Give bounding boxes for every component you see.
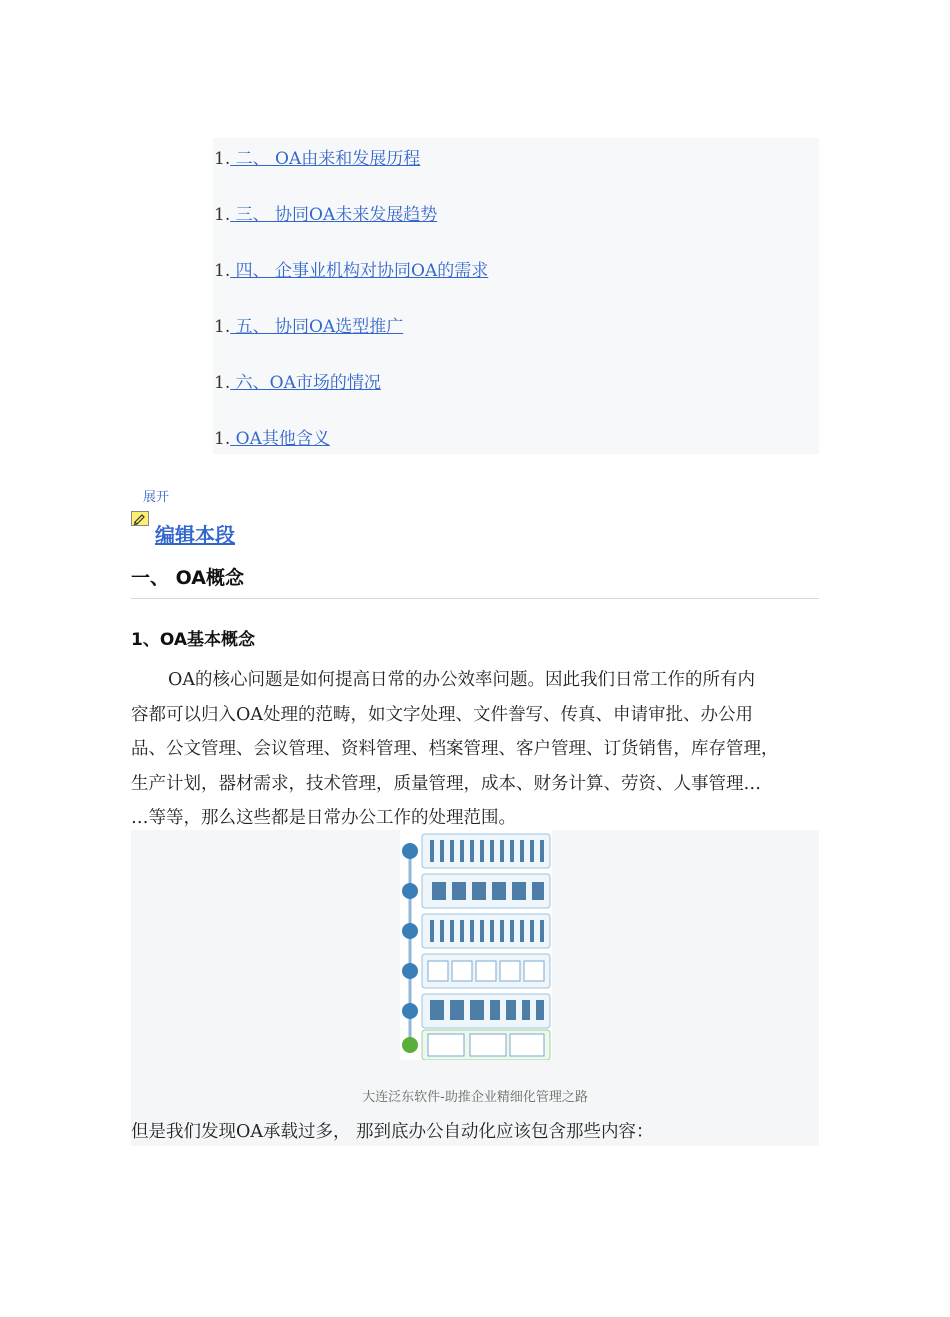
toc-item[interactable] <box>214 429 330 449</box>
toc-item[interactable] <box>214 205 437 225</box>
toc-item[interactable] <box>214 317 403 337</box>
toc-item-number: 1. <box>214 205 231 225</box>
paragraph-line: 生产计划，器材需求，技术管理，质量管理，成本、财务计算、劳资、人事管理… <box>131 774 761 794</box>
toc-link[interactable]: OA其他含义 <box>230 429 330 449</box>
toc-item-number: 1. <box>214 149 231 169</box>
paragraph-line: 容都可以归入OA处理的范畴，如文字处理、文件誊写、传真、申请审批、办公用 <box>131 705 753 725</box>
toc-link[interactable]: 六、OA市场的情况 <box>230 373 381 393</box>
toc-item-number: 1. <box>214 373 231 393</box>
paragraph-line: …等等，那么这些都是日常办公工作的处理范围。 <box>131 808 516 828</box>
toc-item[interactable] <box>214 149 420 169</box>
edit-section-link[interactable]: 编辑本段 <box>155 523 235 547</box>
toc-item[interactable] <box>214 373 381 393</box>
expand-link[interactable]: 展开 <box>143 490 170 505</box>
toc-panel <box>213 138 819 454</box>
section-heading: 一、 OA概念 <box>131 567 244 589</box>
toc-link[interactable]: 二、 OA由来和发展历程 <box>230 149 421 169</box>
toc-link[interactable]: 三、 协同OA未来发展趋势 <box>230 205 438 225</box>
heading-divider <box>131 598 819 599</box>
toc-link[interactable]: 四、 企事业机构对协同OA的需求 <box>230 261 489 281</box>
toc-item-number: 1. <box>214 317 231 337</box>
closing-line: 但是我们发现OA承载过多， 那到底办公自动化应该包含那些内容： <box>131 1122 654 1142</box>
paragraph-line: 品、公文管理、会议管理、资料管理、档案管理、客户管理、订货销售，库存管理， <box>131 739 779 759</box>
toc-link[interactable]: 五、 协同OA选型推广 <box>230 317 404 337</box>
toc-item-number: 1. <box>214 261 231 281</box>
subsection-heading: 1、OA基本概念 <box>131 630 255 650</box>
toc-item-number: 1. <box>214 429 231 449</box>
toc-item[interactable] <box>214 261 488 281</box>
figure-caption: 大连泛东软件-助推企业精细化管理之路 <box>362 1090 588 1105</box>
oa-architecture-diagram <box>400 830 552 1060</box>
paragraph-line: OA的核心问题是如何提高日常的办公效率问题。因此我们日常工作的所有内 <box>168 670 755 690</box>
edit-pencil-icon[interactable] <box>131 511 149 526</box>
